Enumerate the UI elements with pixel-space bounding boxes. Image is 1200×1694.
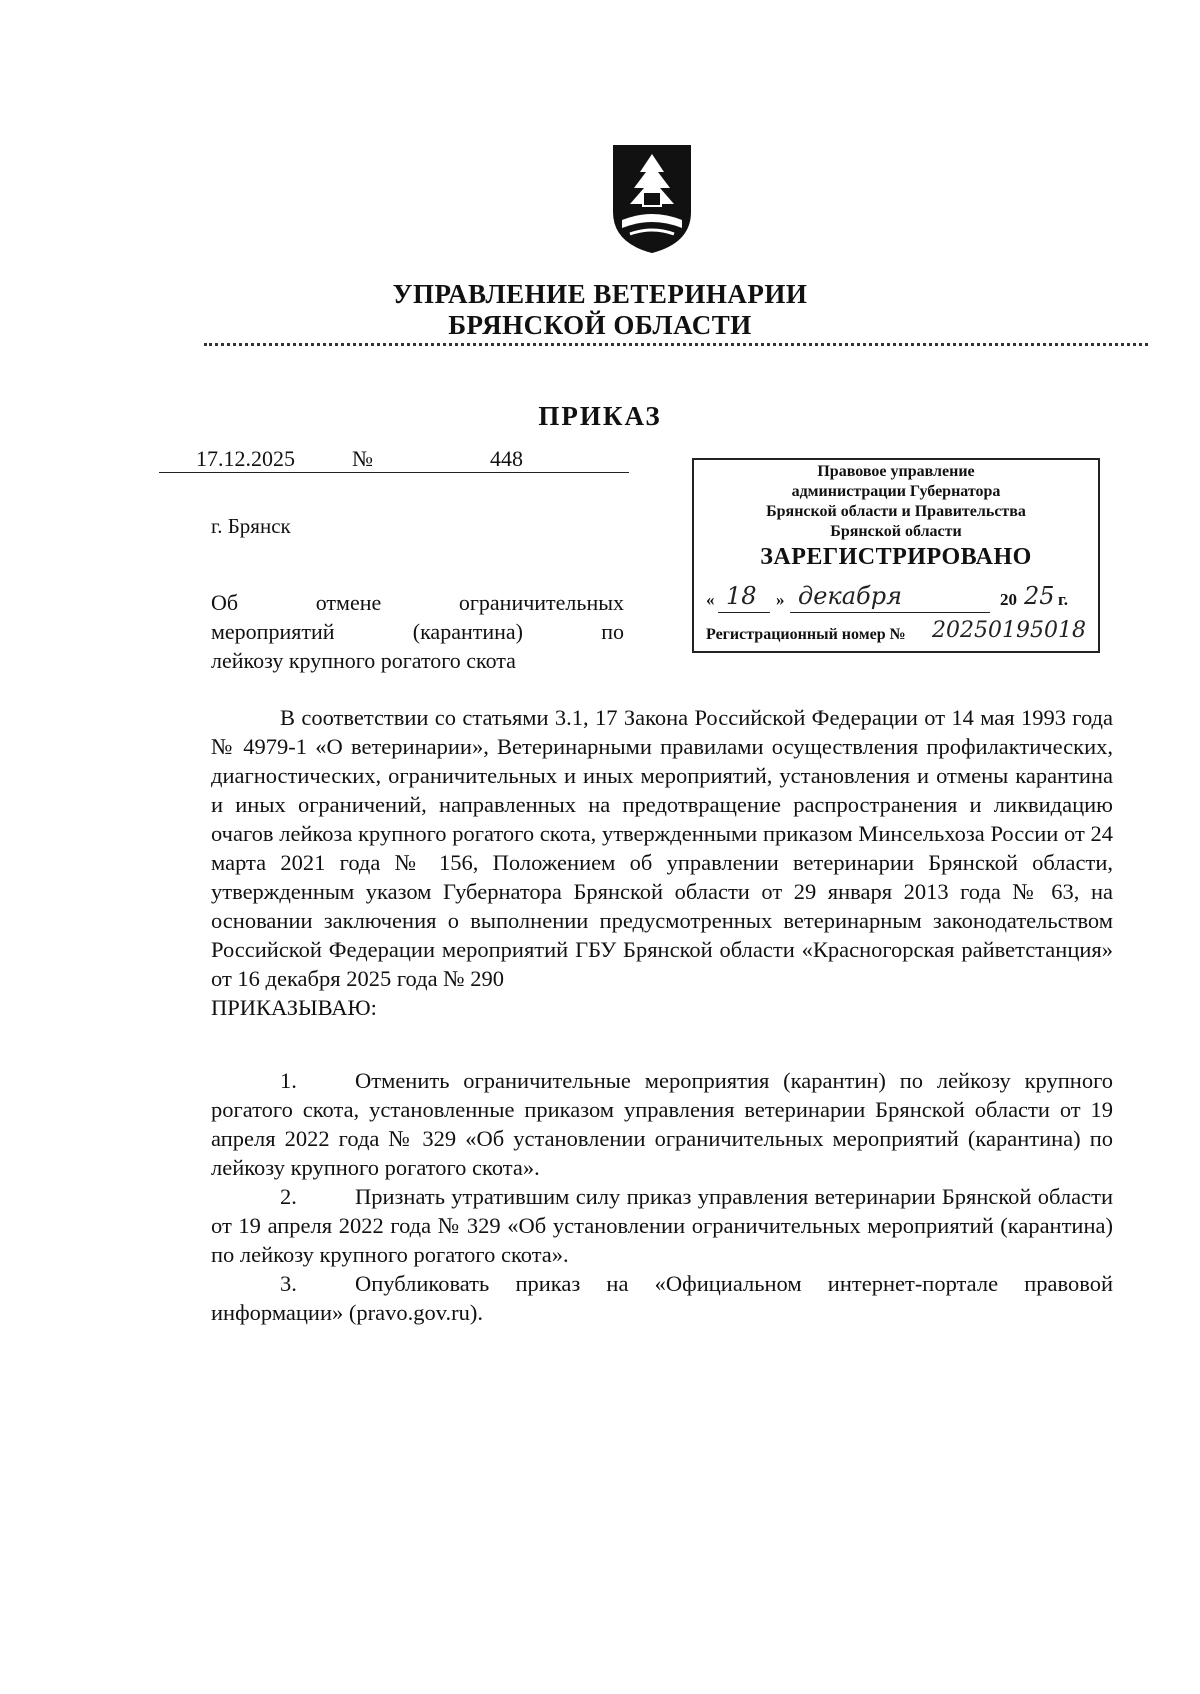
stamp-date-year-prefix: 20 [1000, 590, 1017, 609]
stamp-date-mid: » [776, 590, 785, 609]
document-number: 448 [490, 446, 523, 471]
order-item [211, 1066, 1113, 1182]
coat-of-arms-emblem-icon [610, 142, 694, 254]
stamp-line: Брянской области [830, 523, 962, 540]
order-item [211, 1269, 1113, 1327]
order-item-text: Опубликовать приказ на «Официальном интернет-портале правовой информации» (pravo.gov.ru). [211, 1271, 1113, 1325]
stamp-reg-label: Регистрационный номер № [706, 626, 906, 643]
stamp-date [706, 582, 1090, 616]
stamp-reg-number: 20250195018 [932, 618, 1086, 643]
preamble-paragraph: В соответствии со статьями 3.1, 17 Закона Российской Федерации от 14 мая 1993 года № 4979-1 «О ветеринарии», Ветеринарными правилами осуществления профилактических, диагностических, ограничительных и иных мероприятий, установления и отмены карантина и иных ограничений, направленных на предотвращение распространения и ликвидацию очагов лейкоза крупного рогатого скота, утвержденными приказом Минсельхоза России от 24 марта 2021 года № 156, Положением об управлении ветеринарии Брянской области, утвержденным указом Губернатора Брянской области от 29 января 2013 года № 63, на основании заключения о выполнении предусмотренных ветеринарным законодательством Российской Федерации мероприятий ГБУ Брянской области «Красногорская райветстанция» от 16 декабря 2025 года № 290 [211, 705, 1113, 991]
order-item [211, 1182, 1113, 1269]
stamp-date-month: декабря [798, 582, 902, 610]
stamp-line: Правовое управление [817, 463, 975, 480]
document-title: ПРИКАЗ [538, 401, 662, 431]
order-item-number: 3. [280, 1271, 297, 1296]
stamp-date-year-unit: г. [1058, 590, 1069, 609]
stamp-date-open: « [706, 590, 715, 609]
order-item-number: 1. [280, 1068, 297, 1093]
order-item-number: 2. [280, 1184, 297, 1209]
document-subject [211, 588, 624, 675]
document-body [211, 703, 1113, 1327]
document-number-label: № [352, 446, 373, 471]
order-item-text: Отменить ограничительные мероприятия (карантин) по лейкозу крупного рогатого скота, установленные приказом управления ветеринарии Брянской области от 19 апреля 2022 года № 329 «Об установлении ограничительных мероприятий (карантина) по лейкозу крупного рогатого скота». [211, 1068, 1113, 1180]
org-name-line1: УПРАВЛЕНИЕ ВЕТЕРИНАРИИ [392, 279, 808, 309]
stamp-date-year-suffix: 25 [1024, 582, 1055, 610]
order-word: ПРИКАЗЫВАЮ: [211, 995, 377, 1020]
subject-line: Об отмене ограничительных [211, 590, 624, 615]
stamp-status: ЗАРЕГИСТРИРОВАНО [760, 544, 1032, 570]
subject-line: мероприятий (карантина) по [211, 619, 624, 644]
document-date: 17.12.2025 [196, 446, 295, 471]
stamp-date-day: 18 [726, 582, 757, 610]
stamp-line: Брянской области и Правительства [766, 503, 1026, 520]
document-city: г. Брянск [211, 514, 291, 538]
org-name-line2: БРЯНСКОЙ ОБЛАСТИ [448, 310, 752, 340]
registration-stamp [692, 458, 1100, 653]
header-divider [204, 343, 1148, 346]
subject-line: лейкозу крупного рогатого скота [211, 648, 516, 673]
stamp-line: администрации Губернатора [791, 483, 1001, 500]
date-number-underline [159, 472, 629, 473]
order-item-text: Признать утратившим силу приказ управления ветеринарии Брянской области от 19 апреля 2022 года № 329 «Об установлении ограничительных мероприятий (карантина) по лейкозу крупного рогатого скота». [211, 1184, 1113, 1267]
stamp-registration [706, 620, 1090, 650]
